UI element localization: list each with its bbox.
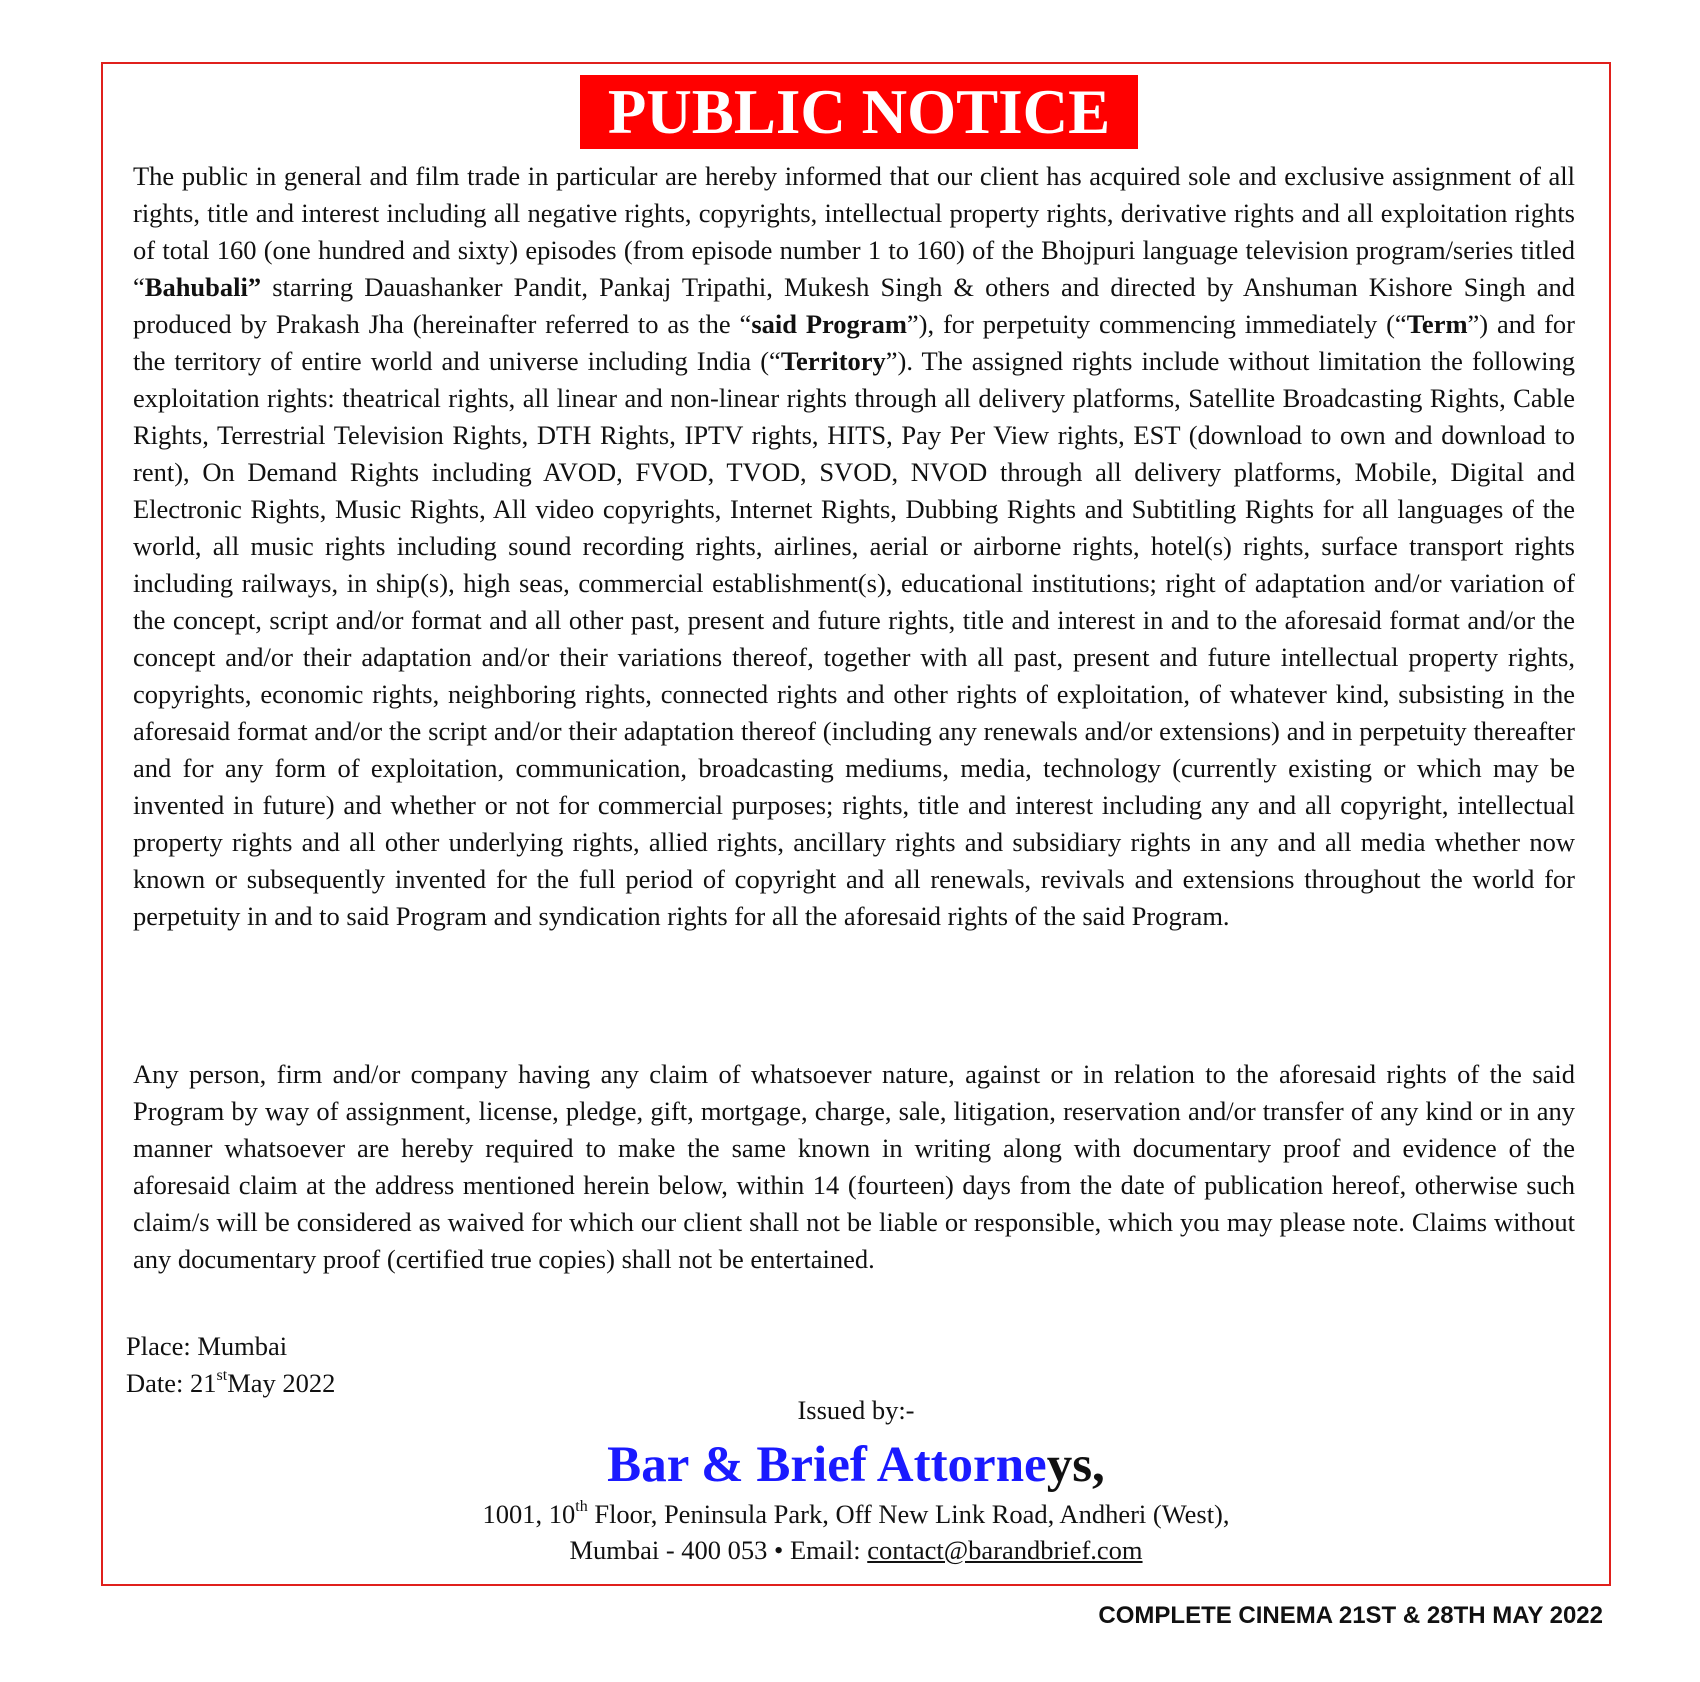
address-line-2 — [101, 1533, 1611, 1567]
notice-title: PUBLIC NOTICE — [580, 75, 1138, 149]
issued-by-label: Issued by:- — [797, 1395, 915, 1425]
para1-text-5: ”). The assigned rights include without limitation the following exploitation rights: theatrical rights, all linear and non-linear rights through all delivery platforms, Satellite Broadcasting Rights, Cable Rights, Terrestrial Television Rights, DTH Rights, IPTV rights, HITS, Pay Per View rights, EST (download to own and download to rent), On Demand Rights including AVOD, FVOD, TVOD, SVOD, NVOD through all delivery platforms, Mobile, Digital and Electronic Rights, Music Rights, All video copyrights, Internet Rights, Dubbing Rights and Subtitling Rights for all languages of the world, all music rights including sound recording rights, airlines, aerial or airborne rights, hotel(s) rights, surface transport rights including railways, in ship(s), high seas, commercial establishment(s), educational institutions; right of adaptation and/or variation of the concept, script and/or format and all other past, present and future rights, title and interest in and to the aforesaid format and/or the concept and/or their adaptation and/or their variations thereof, together with all past, present and future intellectual property rights, copyrights, economic rights, neighboring rights, connected rights and other rights of exploitation, of whatever kind, subsisting in the aforesaid format and/or the script and/or their adaptation thereof (including any renewals and/or extensions) and in perpetuity thereafter and for any form of exploitation, communication, broadcasting mediums, media, technology (currently existing or which may be invented in future) and whether or not for commercial purposes; rights, title and interest including any and all copyright, intellectual property rights and all other underlying rights, allied rights, ancillary rights and subsidiary rights in any and all media whether now known or subsequently invented for the full period of copyright and all renewals, revivals and extensions throughout the world for perpetuity in and to said Program and syndication rights for all the aforesaid rights of the said Program. — [133, 346, 1575, 931]
firm-name-blue: Bar & Brief Attorne — [607, 1437, 1047, 1493]
term-definition: Term — [1406, 309, 1468, 339]
notice-paragraph-2: Any person, firm and/or company having any claim of whatsoever nature, against or in relation to the aforesaid rights of the said Program by way of assignment, license, pledge, gift, mortgage, charge, sale, litigation, reservation and/or transfer of any kind or in any manner whatsoever are hereby required to make the same known in writing along with documentary proof and evidence of the aforesaid claim at the address mentioned herein below, within 14 (fourteen) days from the date of publication hereof, otherwise such claim/s will be considered as waived for which our client shall not be liable or responsible, which you may please note. Claims without any documentary proof (certified true copies) shall not be entertained. — [133, 1059, 1575, 1274]
territory-definition: Territory — [780, 346, 886, 376]
address-number: 1001, 10 — [482, 1499, 576, 1529]
firm-name — [101, 1434, 1611, 1496]
address-superscript: th — [575, 1498, 588, 1515]
email-link[interactable]: contact@barandbrief.com — [867, 1535, 1143, 1565]
date-superscript: st — [216, 1367, 228, 1384]
program-title: Bahubali” — [144, 272, 262, 302]
para1-text-4: ”) and for the territory of entire world and universe including India (“ — [133, 309, 1576, 376]
para1-text-2: starring Dauashanker Pandit, Pankaj Tripathi, Mukesh Singh & others and directed by Anshuman Kishore Singh and produced by Prakash Jha (hereinafter referred to as the “ — [133, 272, 1575, 339]
date-month-year: May 2022 — [227, 1368, 336, 1398]
address-line-1 — [101, 1497, 1611, 1531]
firm-name-black: ys, — [1046, 1437, 1105, 1493]
para1-text-1: The public in general and film trade in particular are hereby informed that our client has acquired sole and exclusive assignment of all rights, title and interest including all negative rights, copyrights, intellectual property rights, derivative rights and all exploitation rights of total 160 (one hundred and sixty) episodes (from episode number 1 to 160) of the Bhojpuri language television program/series titled “ — [133, 161, 1575, 302]
publication-footer: COMPLETE CINEMA 21ST & 28TH MAY 2022 — [1098, 1602, 1603, 1629]
address-street: Floor, Peninsula Park, Off New Link Road, Andheri (West), — [587, 1499, 1230, 1529]
said-program-term: said Program — [751, 309, 907, 339]
notice-paragraph-1 — [133, 158, 1575, 935]
place-line: Place: Mumbai — [126, 1331, 288, 1361]
date-prefix: Date: 21 — [126, 1368, 217, 1398]
para1-text-3: ”), for perpetuity commencing immediately (“ — [906, 309, 1407, 339]
address-city-email-label: Mumbai - 400 053 • Email: — [569, 1535, 868, 1565]
